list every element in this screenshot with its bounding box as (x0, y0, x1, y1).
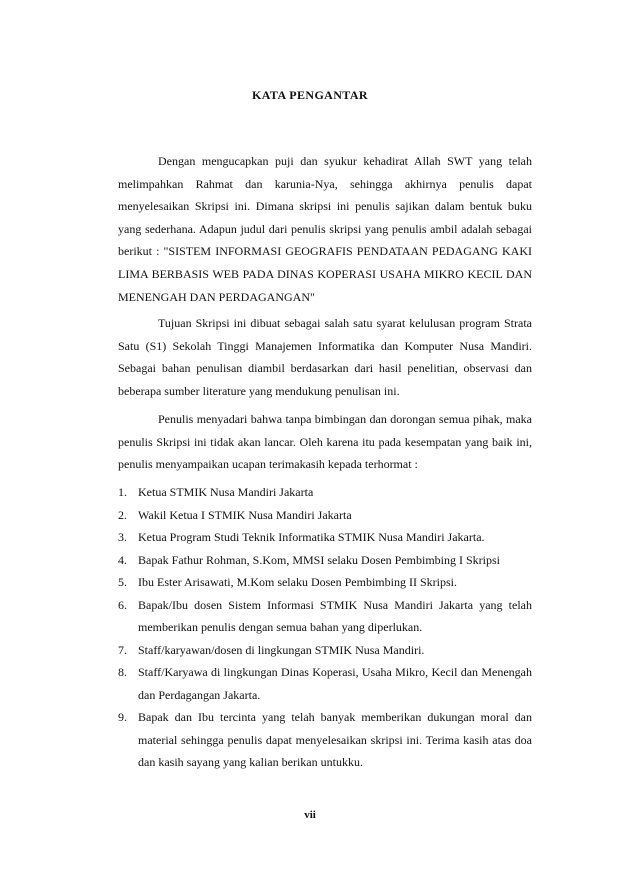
list-text: Staff/karyawan/dosen di lingkungan STMIK Nusa Mandiri. (138, 642, 425, 657)
list-item (118, 571, 532, 594)
list-item (118, 549, 532, 572)
list-number: 3. (118, 530, 127, 544)
paragraph-intro: Dengan mengucapkan puji dan syukur kehadirat Allah SWT yang telah melimpahkan Rahmat dan karunia-Nya, sehingga akhirnya penulis dapat menyelesaikan Skripsi ini. Dimana skripsi ini penulis sajikan dalam bentuk buku yang sederhana. Adapun judul dari penulis skripsi yang penulis ambil adalah sebagai berikut : "SISTEM INFORMASI GEOGRAFIS PENDATAAN PEDAGANG KAKI LIMA BERBASIS WEB PADA DINAS KOPERASI USAHA MIKRO KECIL DAN MENENGAH DAN PERDAGANGAN" (118, 154, 532, 304)
list-item (118, 594, 532, 639)
list-number: 9. (118, 710, 127, 724)
acknowledgement-list (118, 481, 532, 774)
list-text: Bapak dan Ibu tercinta yang telah banyak memberikan dukungan moral dan material sehingga penulis dapat menyelesaikan skripsi ini. Terima kasih atas doa dan kasih sayang yang kalian berikan untukku. (138, 710, 532, 769)
list-text: Ketua Program Studi Teknik Informatika STMIK Nusa Mandiri Jakarta. (138, 530, 485, 544)
paragraph-block (118, 150, 532, 308)
list-number: 2. (118, 507, 127, 522)
paragraph-purpose: Tujuan Skripsi ini dibuat sebagai salah satu syarat kelulusan program Strata Satu (S1) Sekolah Tinggi Manajemen Informatika dan Komputer Nusa Mandiri. Sebagai bahan penulisan diambil berdasarkan dari hasil penelitian, observasi dan beberapa sumber literature yang mendukung penulisan ini. (118, 316, 532, 398)
list-item (118, 526, 532, 549)
paragraph-block (118, 408, 532, 476)
list-item (118, 706, 532, 774)
list-number: 7. (118, 642, 127, 657)
list-number: 1. (118, 485, 127, 499)
list-text: Bapak/Ibu dosen Sistem Informasi STMIK Nusa Mandiri Jakarta yang telah memberikan penulis dengan semua bahan yang diperlukan. (138, 597, 532, 634)
list-item (118, 639, 532, 662)
list-text: Ketua STMIK Nusa Mandiri Jakarta (138, 485, 314, 499)
list-text: Wakil Ketua I STMIK Nusa Mandiri Jakarta (138, 507, 352, 522)
paragraph-acknowledgement: Penulis menyadari bahwa tanpa bimbingan dan dorongan semua pihak, maka penulis Skripsi ini tidak akan lancar. Oleh karena itu pada kesempatan yang baik ini, penulis menyampaikan ucapan terimakasih kepada terhormat : (118, 412, 532, 472)
page-number: vii (304, 809, 316, 821)
list-number: 4. (118, 552, 127, 567)
list-number: 5. (118, 575, 127, 589)
list-number: 6. (118, 597, 127, 612)
list-number: 8. (118, 665, 127, 679)
list-item (118, 661, 532, 706)
page-title: KATA PENGANTAR (252, 88, 368, 102)
list-text: Bapak Fathur Rohman, S.Kom, MMSI selaku Dosen Pembimbing I Skripsi (138, 552, 500, 567)
list-text: Staff/Karyawa di lingkungan Dinas Koperasi, Usaha Mikro, Kecil dan Menengah dan Perdagangan Jakarta. (138, 665, 532, 702)
list-text: Ibu Ester Arisawati, M.Kom selaku Dosen Pembimbing II Skripsi. (138, 575, 457, 589)
list-item (118, 504, 532, 527)
list-item (118, 481, 532, 504)
paragraph-block (118, 312, 532, 402)
